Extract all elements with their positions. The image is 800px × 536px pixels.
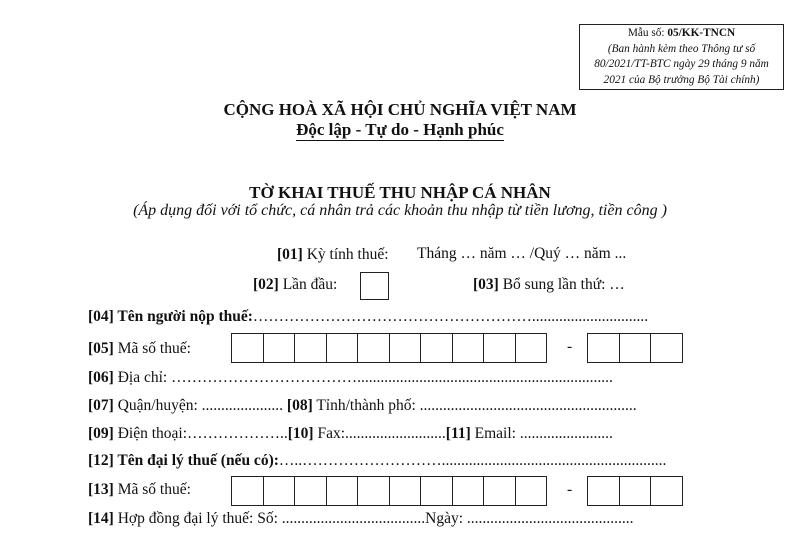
- agent-tax-code-cell[interactable]: [483, 476, 516, 506]
- field-01-label: [01] Kỳ tính thuế:: [277, 246, 389, 263]
- agent-tax-code-cell[interactable]: [452, 476, 485, 506]
- agent-tax-code-cell[interactable]: [389, 476, 422, 506]
- form-basis-line3: 2021 của Bộ trưởng Bộ Tài chính): [603, 73, 760, 86]
- agent-tax-code-cell[interactable]: [357, 476, 390, 506]
- form-code-label: Mẫu số:: [627, 27, 668, 39]
- form-code-box: [579, 24, 784, 90]
- tax-code-cell[interactable]: [483, 333, 516, 363]
- tax-code-cell[interactable]: [326, 333, 359, 363]
- form-code-value: 05/KK-TNCN: [667, 27, 736, 39]
- nation-header: CỘNG HOÀ XÃ HỘI CHỦ NGHĨA VIỆT NAM: [223, 100, 577, 119]
- agent-tax-code-branch-cell[interactable]: [587, 476, 620, 506]
- field-14-agency-contract[interactable]: [14] Hợp đồng đại lý thuế: Số: .....................................Ngày: ...........................................: [88, 510, 634, 527]
- agent-tax-code-separator: -: [567, 481, 573, 498]
- form-basis-line1: (Ban hành kèm theo Thông tư số: [607, 42, 756, 55]
- tax-code-cell[interactable]: [357, 333, 390, 363]
- tax-code-cell[interactable]: [231, 333, 264, 363]
- taxpayer-name-input[interactable]: ………………………………………………..............................: [252, 308, 649, 325]
- document-title: TỜ KHAI THUẾ THU NHẬP CÁ NHÂN: [249, 183, 551, 202]
- agent-tax-code-cell[interactable]: [294, 476, 327, 506]
- tax-code-branch-cell[interactable]: [650, 333, 683, 363]
- tax-code-branch-cell[interactable]: [619, 333, 652, 363]
- tax-code-separator: -: [567, 338, 573, 355]
- phone-input[interactable]: Điện thoại:………………..: [113, 425, 288, 442]
- field-13-label: [13] Mã số thuế:: [88, 481, 191, 498]
- field-04-taxpayer-name[interactable]: [04] Tên người nộp thuế:………………………………………………..............................: [88, 308, 649, 325]
- email-input[interactable]: Email: ........................: [470, 425, 613, 442]
- tax-code-branch-cell[interactable]: [587, 333, 620, 363]
- tax-agent-tax-code-branch[interactable]: [587, 476, 683, 506]
- fax-input[interactable]: Fax:..........................: [313, 425, 446, 442]
- agency-contract-input[interactable]: Hợp đồng đại lý thuế: Số: .....................................Ngày: ...........................................: [113, 510, 634, 527]
- document-subtitle: (Áp dụng đối với tổ chức, cá nhân trả các khoản thu nhập từ tiền lương, tiền công ): [133, 202, 667, 219]
- tax-agent-tax-code-main[interactable]: [231, 476, 547, 506]
- field-09-11-row[interactable]: [09] Điện thoại:………………..[10] Fax:..........................[11] Email: ........................: [88, 425, 613, 442]
- tax-agent-name-input[interactable]: …..………………………..........................................................: [278, 452, 667, 469]
- address-input[interactable]: ………………………………..................................................................: [171, 369, 613, 386]
- form-basis-line2: 80/2021/TT-BTC ngày 29 tháng 9 năm: [594, 58, 769, 70]
- agent-tax-code-branch-cell[interactable]: [650, 476, 683, 506]
- tax-code-cell[interactable]: [294, 333, 327, 363]
- motto: [0, 120, 800, 140]
- agent-tax-code-cell[interactable]: [420, 476, 453, 506]
- tax-code-cell[interactable]: [452, 333, 485, 363]
- field-05-label: [05] Mã số thuế:: [88, 340, 191, 357]
- agent-tax-code-branch-cell[interactable]: [619, 476, 652, 506]
- agent-tax-code-cell[interactable]: [326, 476, 359, 506]
- first-time-checkbox[interactable]: [360, 272, 389, 300]
- agent-tax-code-cell[interactable]: [263, 476, 296, 506]
- field-12-tax-agent-name[interactable]: [12] Tên đại lý thuế (nếu có):…..………………………..........................................................: [88, 452, 667, 469]
- taxpayer-tax-code-main[interactable]: [231, 333, 547, 363]
- field-06-address[interactable]: [06] Địa chỉ: ………………………………..................................................................: [88, 369, 613, 386]
- field-03-label: [03] Bổ sung lần thứ: …: [473, 276, 625, 293]
- motto-text: Độc lập - Tự do - Hạnh phúc: [296, 120, 504, 139]
- tax-period-value[interactable]: Tháng … năm … /Quý … năm ...: [417, 245, 627, 262]
- tax-code-cell[interactable]: [263, 333, 296, 363]
- taxpayer-tax-code-branch[interactable]: [587, 333, 683, 363]
- tax-code-cell[interactable]: [420, 333, 453, 363]
- district-input[interactable]: Quận/huyện: .....................: [113, 397, 287, 414]
- agent-tax-code-cell[interactable]: [515, 476, 548, 506]
- field-02-label: [02] Lần đầu:: [253, 276, 338, 293]
- province-input[interactable]: Tỉnh/thành phố: ........................................................: [312, 397, 637, 414]
- field-07-08-row[interactable]: [07] Quận/huyện: ..................... [08] Tỉnh/thành phố: ........................................................: [88, 397, 637, 414]
- agent-tax-code-cell[interactable]: [231, 476, 264, 506]
- tax-code-cell[interactable]: [389, 333, 422, 363]
- tax-code-cell[interactable]: [515, 333, 548, 363]
